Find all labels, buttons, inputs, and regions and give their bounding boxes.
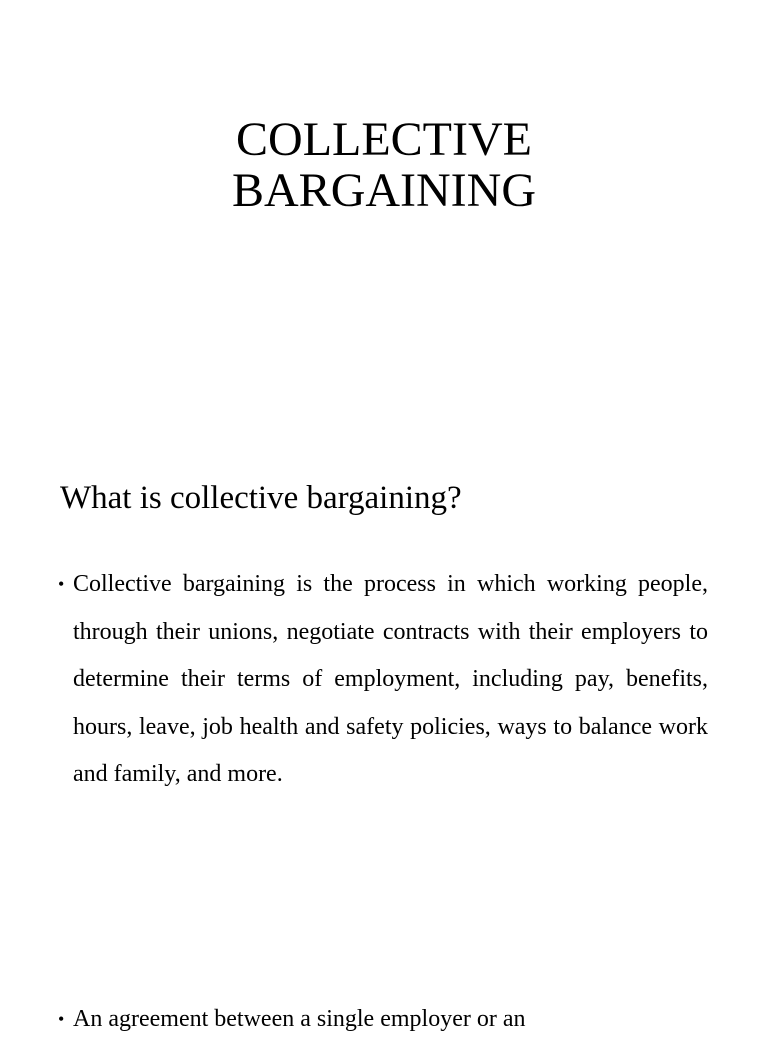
section-heading: What is collective bargaining? <box>60 480 462 516</box>
slide-title-line-2: BARGAINING <box>232 164 536 217</box>
bullet-item <box>58 996 708 1044</box>
bullet-marker: • <box>58 574 65 594</box>
slide-title <box>0 114 768 216</box>
slide-title-line-1: COLLECTIVE <box>236 113 532 166</box>
bullet-item <box>58 561 708 799</box>
bullet-text: Collective bargaining is the process in which working people, through their unions, negotiate contracts with their employers to determine their terms of employment, including pay, benefits, hours, leave, job health and safety policies, ways to balance work and family, and more. <box>73 571 708 787</box>
bullet-marker: • <box>58 1009 65 1029</box>
bullet-text: An agreement between a single employer or an <box>73 1006 526 1032</box>
